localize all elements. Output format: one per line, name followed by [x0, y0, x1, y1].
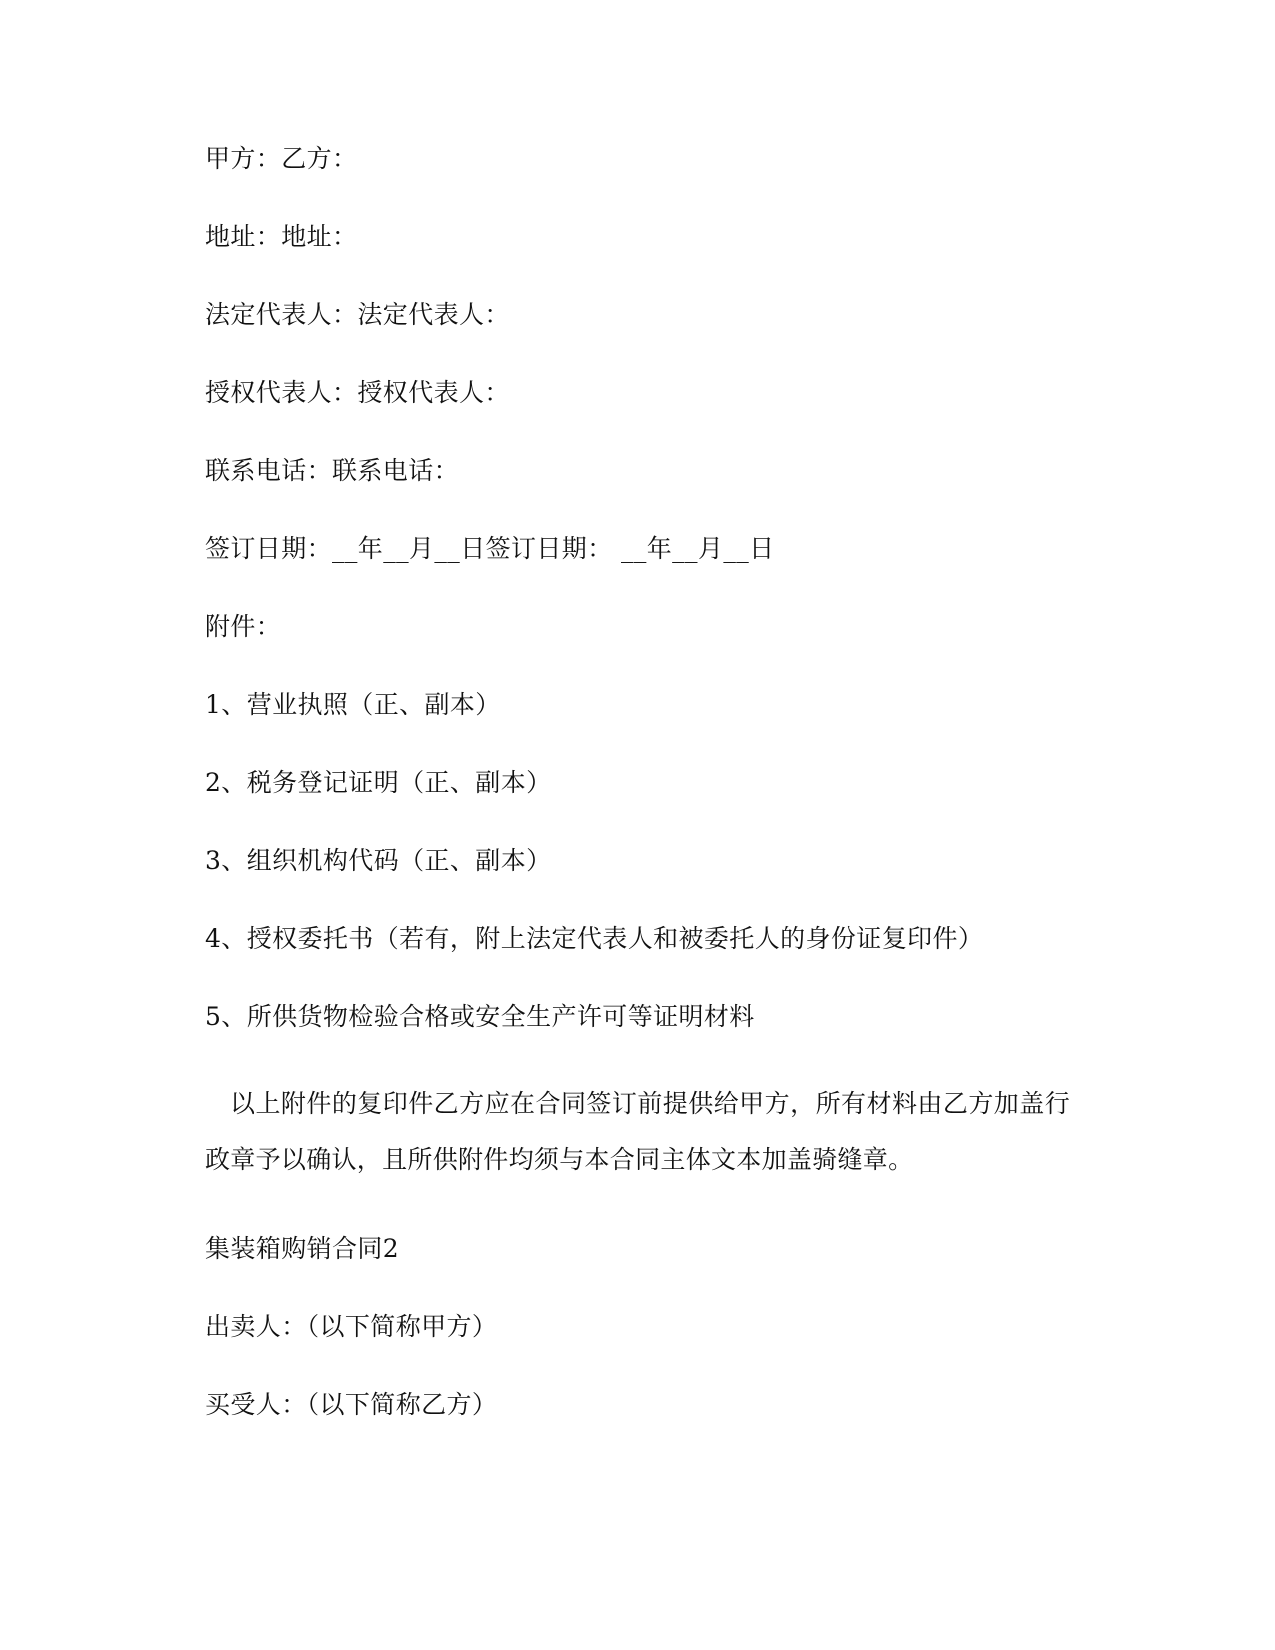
attachment-item-2: 2、税务登记证明（正、副本）	[205, 768, 552, 797]
attachments-note-paragraph: 以上附件的复印件乙方应在合同签订前提供给甲方，所有材料由乙方加盖行政章予以确认，且所供附件均须与本合同主体文本加盖骑缝章。	[205, 1089, 1070, 1174]
party-names-line: 甲方：乙方：	[205, 144, 358, 173]
attachments-heading: 附件：	[205, 612, 282, 641]
attachment-item-1: 1、营业执照（正、副本）	[205, 690, 501, 719]
attachment-item-4: 4、授权委托书（若有，附上法定代表人和被委托人的身份证复印件）	[205, 924, 984, 953]
legal-representatives-line: 法定代表人：法定代表人：	[205, 300, 510, 329]
attachments-note-block	[205, 1076, 1070, 1188]
attachment-item-5: 5、所供货物检验合格或安全生产许可等证明材料	[205, 1002, 755, 1031]
contact-phones-line: 联系电话：联系电话：	[205, 456, 460, 485]
addresses-line: 地址：地址：	[205, 222, 358, 251]
attachment-item-3: 3、组织机构代码（正、副本）	[205, 846, 552, 875]
signing-dates-line: 签订日期：__年__月__日签订日期： __年__月__日	[205, 534, 775, 563]
buyer-line: 买受人：（以下简称乙方）	[205, 1390, 498, 1419]
seller-line: 出卖人：（以下简称甲方）	[205, 1312, 498, 1341]
contract-title-2: 集装箱购销合同2	[205, 1234, 400, 1263]
document-body	[205, 120, 1070, 1444]
authorized-representatives-line: 授权代表人：授权代表人：	[205, 378, 510, 407]
